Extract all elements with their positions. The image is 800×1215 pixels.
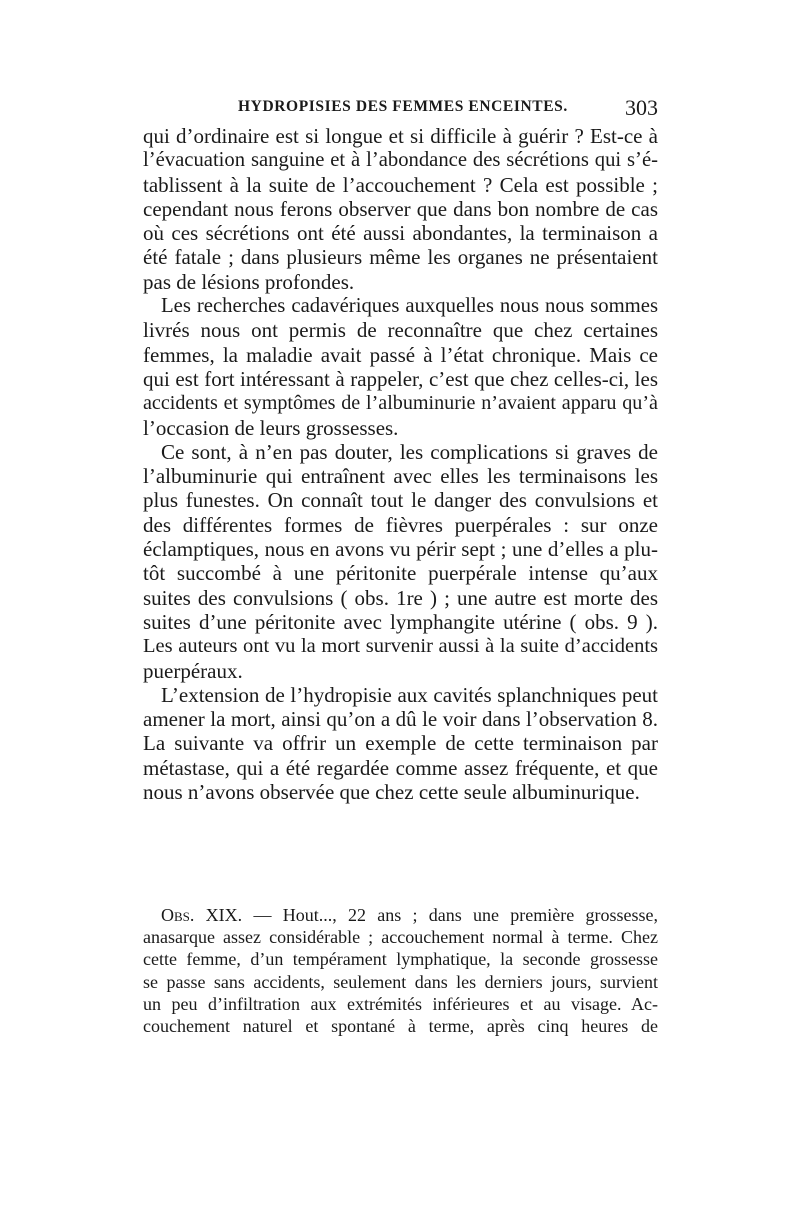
text-line: éclamptiques, nous en avons vu périr sept ; une d’elles a plu- (143, 537, 658, 562)
text-line: L’extension de l’hydropisie aux cavités splanchniques peut (161, 682, 658, 707)
observation-first-line (143, 904, 658, 926)
text-line: cependant nous ferons observer que dans bon nombre de cas (143, 196, 658, 221)
observation-line: — Hout..., 22 ans ; dans une première grossesse, (253, 905, 658, 925)
observation-block (143, 904, 658, 1037)
text-line: qui d’ordinaire est si longue et si difficile à guérir ? Est-ce à (143, 124, 658, 148)
text-line: puerpéraux. (143, 658, 243, 683)
text-line: l’occasion de leurs grossesses. (143, 415, 399, 440)
text-line: suites d’une péritonite avec lymphangite utérine ( obs. 9 ). (143, 609, 658, 634)
running-title: HYDROPISIES DES FEMMES ENCEINTES. (238, 98, 568, 115)
text-line: nous n’avons observée que chez cette seule albuminurique. (143, 780, 640, 805)
text-line: Les recherches cadavériques auxquelles nous nous sommes (161, 295, 658, 318)
page-number: 303 (625, 95, 658, 120)
page-header (143, 96, 658, 122)
text-line: l’évacuation sanguine et à l’abondance des sécrétions qui s’é- (143, 149, 658, 172)
text-line: amener la mort, ainsi qu’on a dû le voir dans l’observation 8. (143, 707, 658, 732)
observation-line: couchement naturel et spontané à terme, après cinq heures de (143, 1015, 658, 1036)
observation-line: se passe sans accidents, seulement dans les derniers jours, survient (143, 971, 658, 992)
text-line: été fatale ; dans plusieurs même les organes ne présentaient (143, 245, 658, 270)
text-line: femmes, la maladie avait passé à l’état chronique. Mais ce (143, 342, 658, 367)
text-line: tôt succombé à une péritonite puerpérale intense qu’aux (143, 561, 658, 586)
text-line: suites des convulsions ( obs. 1re ) ; une autre est morte des (143, 585, 658, 610)
text-line: La suivante va offrir un exemple de cette terminaison par (143, 731, 658, 756)
main-text (143, 124, 658, 804)
text-line: livrés nous ont permis de reconnaître que chez certaines (143, 318, 658, 343)
text-line: tablissent à la suite de l’accouchement ? Cela est possible ; (143, 172, 658, 197)
text-line: plus funestes. On connaît tout le danger des convulsions et (143, 488, 658, 513)
text-line: l’albuminurie qui entraînent avec elles les terminaisons les (143, 464, 658, 489)
text-line: accidents et symptômes de l’albuminurie n’avaient apparu qu’à (143, 392, 658, 415)
observation-line: un peu d’infiltration aux extrémités inférieures et au visage. Ac- (143, 993, 658, 1014)
text-line: Les auteurs ont vu la mort survenir aussi à la suite d’accidents (143, 635, 658, 658)
observation-line: cette femme, d’un tempérament lymphatique, la seconde grossesse (143, 949, 658, 970)
text-line: Ce sont, à n’en pas douter, les complications si graves de (161, 439, 658, 464)
text-line: des différentes formes de fièvres puerpérales : sur onze (143, 512, 658, 537)
text-line: qui est fort intéressant à rappeler, c’est que chez celles-ci, les (143, 366, 658, 391)
observation-label: Obs. XIX. (161, 905, 243, 925)
observation-line: anasarque assez considérable ; accouchement normal à terme. Chez (143, 927, 658, 948)
text-line: où ces sécrétions ont été aussi abondantes, la terminaison a (143, 221, 658, 246)
text-line: pas de lésions profondes. (143, 269, 355, 294)
text-line: métastase, qui a été regardée comme assez fréquente, et que (143, 755, 658, 780)
